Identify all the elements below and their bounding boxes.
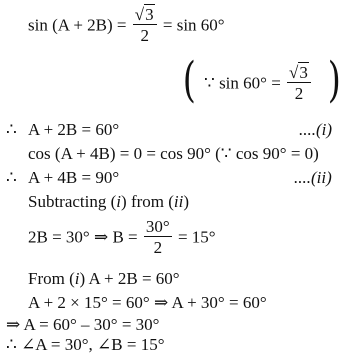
eq-line-7 [28,218,216,256]
eq-line-2 [204,64,313,102]
since-sin60: ∵ sin 60° = [204,73,281,93]
text: Subtracting ( [28,192,117,211]
sqrt-symbol: √ [134,5,145,24]
text: ) from ( [121,192,174,211]
sqrt-symbol: √ [289,63,299,82]
sqrt3-over-2-fraction [133,6,157,44]
eq-line-8 [28,270,180,287]
eq-line-6 [28,193,189,210]
denominator: 2 [140,26,149,45]
radicand: 3 [145,5,154,24]
denominator: 2 [294,84,304,103]
denominator: 2 [153,238,163,257]
text: ) A + 2B = 60° [79,269,180,288]
eq-line-3: A + 2B = 60° [28,120,120,139]
numerator: 30° [145,217,170,236]
eq-ref-i: ....(i) [299,120,333,139]
sqrt3-over-2-fraction-2 [287,64,311,102]
therefore-symbol: ∴ [6,120,17,139]
eq-line-11: ∴ ∠A = 30°, ∠B = 15° [6,335,165,354]
eq-line-10: ⇒ A = 60° – 30° = 30° [6,315,160,334]
eq1-rhs: = sin 60° [162,15,225,35]
left-paren: ( [182,52,196,108]
eq-line-4: cos (A + 4B) = 0 = cos 90° (∵ cos 90° = 0) [28,144,319,163]
eq7-lhs: 2B = 30° ⇒ B = [28,227,138,247]
ref-i: i [74,269,80,288]
eq-line-1 [28,6,225,44]
right-paren: ) [327,52,341,108]
text: ) [183,192,190,211]
thirty-over-2-fraction [144,218,172,256]
eq1-lhs: sin (A + 2B) = [28,15,127,35]
eq7-rhs: = 15° [177,227,216,247]
radicand: 3 [299,63,308,82]
ref-ii: ii [173,192,184,211]
ref-i: i [116,192,122,211]
text: From ( [28,269,75,288]
eq-line-9: A + 2 × 15° = 60° ⇒ A + 30° = 60° [28,293,267,312]
eq-line-5: A + 4B = 90° [28,168,120,187]
therefore-symbol: ∴ [6,168,17,187]
eq-ref-ii: ....(ii) [294,168,332,187]
